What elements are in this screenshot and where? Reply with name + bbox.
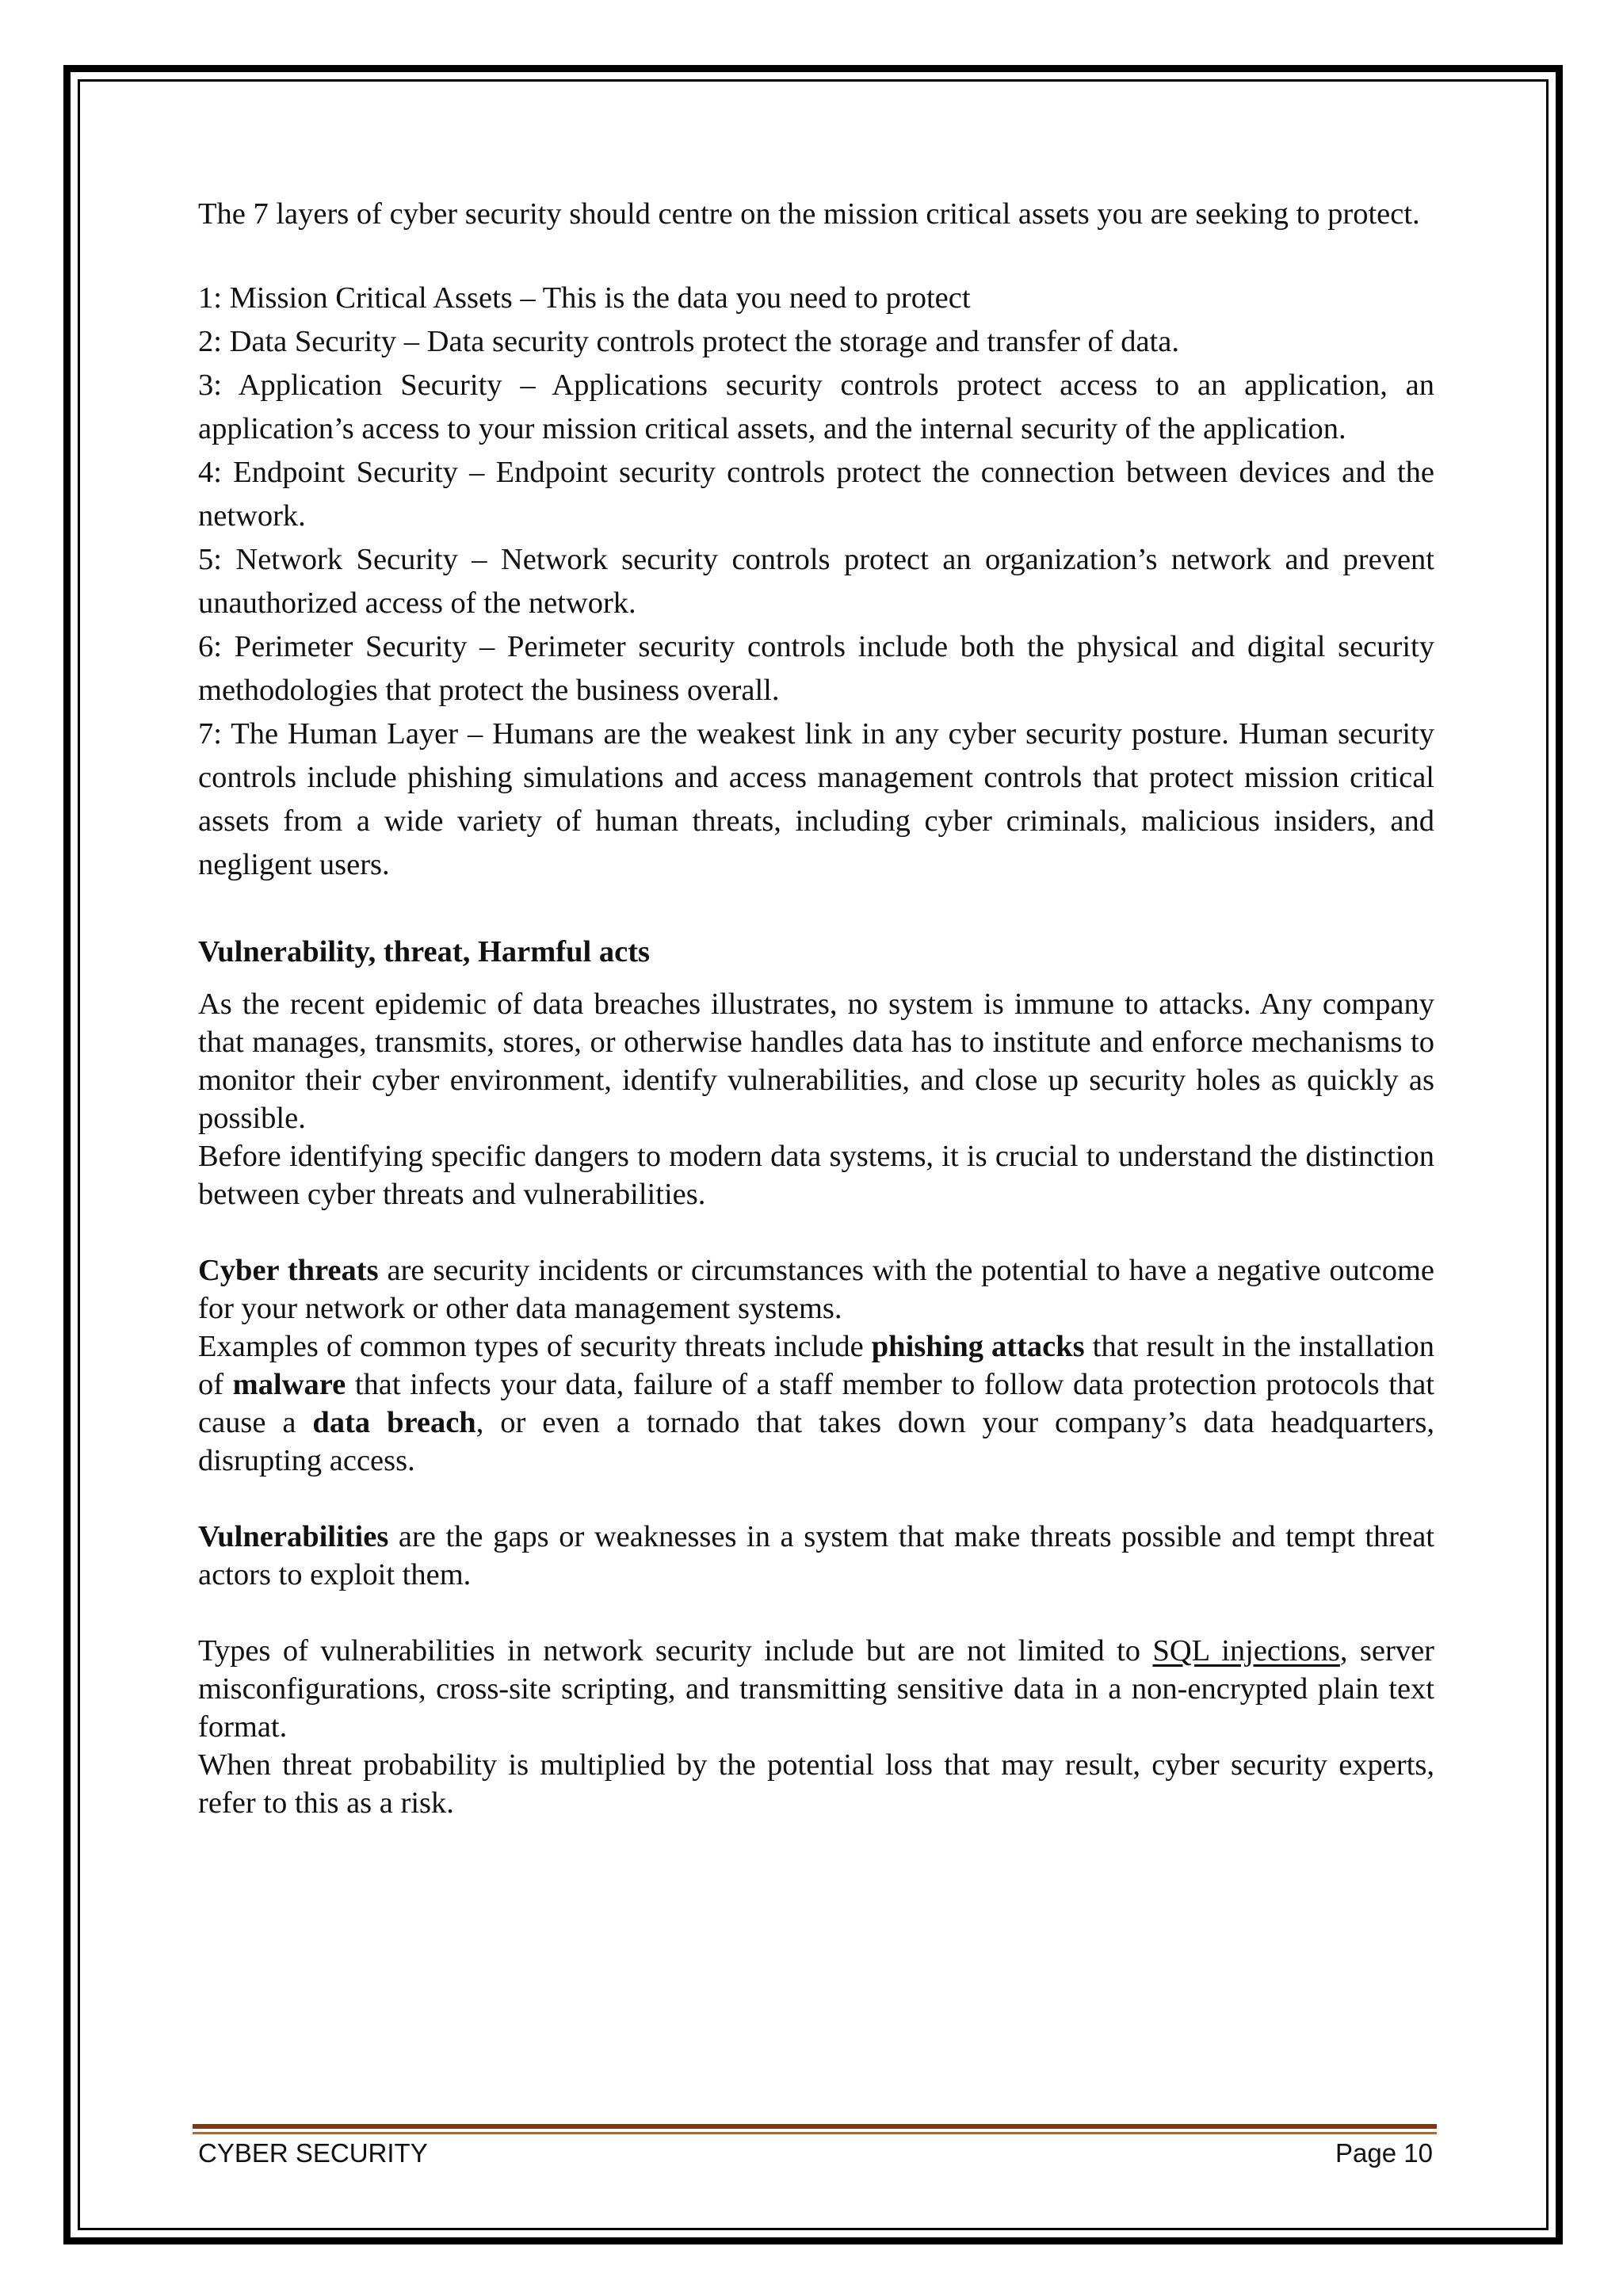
before-paragraph: Before identifying specific dangers to modern data systems, it is crucial to understand the distinction between cyber threats and vulnerabilities.	[198, 1140, 1434, 1211]
risk-paragraph: When threat probability is multiplied by the potential loss that may result, cyber security experts, refer to this as a risk.	[198, 1748, 1434, 1820]
phishing-attacks-term: phishing attacks	[871, 1330, 1085, 1363]
footer-title: CYBER SECURITY	[198, 2138, 428, 2168]
types-text-1: Types of vulnerabilities in network security include but are not limited to	[198, 1634, 1153, 1668]
layer-item-5: 5: Network Security – Network security controls protect an organization’s network and prevent unauthorized access of the network.	[198, 543, 1434, 620]
intro-paragraph: The 7 layers of cyber security should centre on the mission critical assets you are seeking to protect.	[198, 197, 1420, 231]
layer-item-1: 1: Mission Critical Assets – This is the data you need to protect	[198, 281, 971, 315]
page-footer	[198, 2138, 1433, 2173]
vulnerabilities-paragraph	[198, 1518, 1434, 1594]
sql-injections-link[interactable]: SQL injections	[1152, 1634, 1340, 1668]
layer-item-3: 3: Application Security – Applications security controls protect access to an application, an application’s access to your mission critical assets, and the internal security of the application.	[198, 369, 1434, 445]
footer-rule	[193, 2124, 1437, 2134]
malware-term: malware	[232, 1368, 346, 1401]
page-body	[198, 195, 1434, 1822]
examples-text-2: that result in the installation of	[198, 1330, 1434, 1401]
examples-text-1: Examples of common types of security threats include	[198, 1330, 872, 1363]
layer-item-4: 4: Endpoint Security – Endpoint security controls protect the connection between devices and the network.	[198, 456, 1434, 533]
cyber-threats-definition: are security incidents or circumstances with the potential to have a negative outcome for your network or other data management systems.	[198, 1254, 1435, 1325]
cyber-threats-term: Cyber threats	[198, 1254, 379, 1287]
examples-paragraph	[198, 1328, 1434, 1480]
types-paragraph	[198, 1632, 1434, 1746]
section-heading: Vulnerability, threat, Harmful acts	[198, 935, 650, 968]
examples-text-3: that infects your data, failure of a staff member to follow data protection protocols that cause a	[198, 1368, 1434, 1439]
vulnerabilities-term: Vulnerabilities	[198, 1520, 389, 1553]
layer-item-2: 2: Data Security – Data security controls protect the storage and transfer of data.	[198, 325, 1179, 358]
types-text-2: , server misconfigurations, cross-site scripting, and transmitting sensitive data in a non-encrypted plain text format.	[198, 1634, 1434, 1744]
layer-item-6: 6: Perimeter Security – Perimeter security controls include both the physical and digital security methodologies that protect the business overall.	[198, 630, 1434, 707]
page-number: Page 10	[1335, 2138, 1433, 2168]
epidemic-paragraph: As the recent epidemic of data breaches illustrates, no system is immune to attacks. Any company that manages, transmits, stores, or otherwise handles data has to institute and enforce mechanisms to monitor their cyber environment, identify vulnerabilities, and close up security holes as quickly as possible.	[198, 988, 1434, 1135]
data-breach-term: data breach	[312, 1406, 476, 1439]
vulnerabilities-definition: are the gaps or weaknesses in a system that make threats possible and tempt threat actors to exploit them.	[198, 1520, 1434, 1591]
examples-text-4: , or even a tornado that takes down your company’s data headquarters, disrupting access.	[198, 1406, 1434, 1477]
layer-item-7: 7: The Human Layer – Humans are the weakest link in any cyber security posture. Human security controls include phishing simulations and access management controls that protect mission critical assets from a wide variety of human threats, including cyber criminals, malicious insiders, and negligent users.	[198, 717, 1434, 881]
cyber-threats-paragraph	[198, 1251, 1434, 1328]
